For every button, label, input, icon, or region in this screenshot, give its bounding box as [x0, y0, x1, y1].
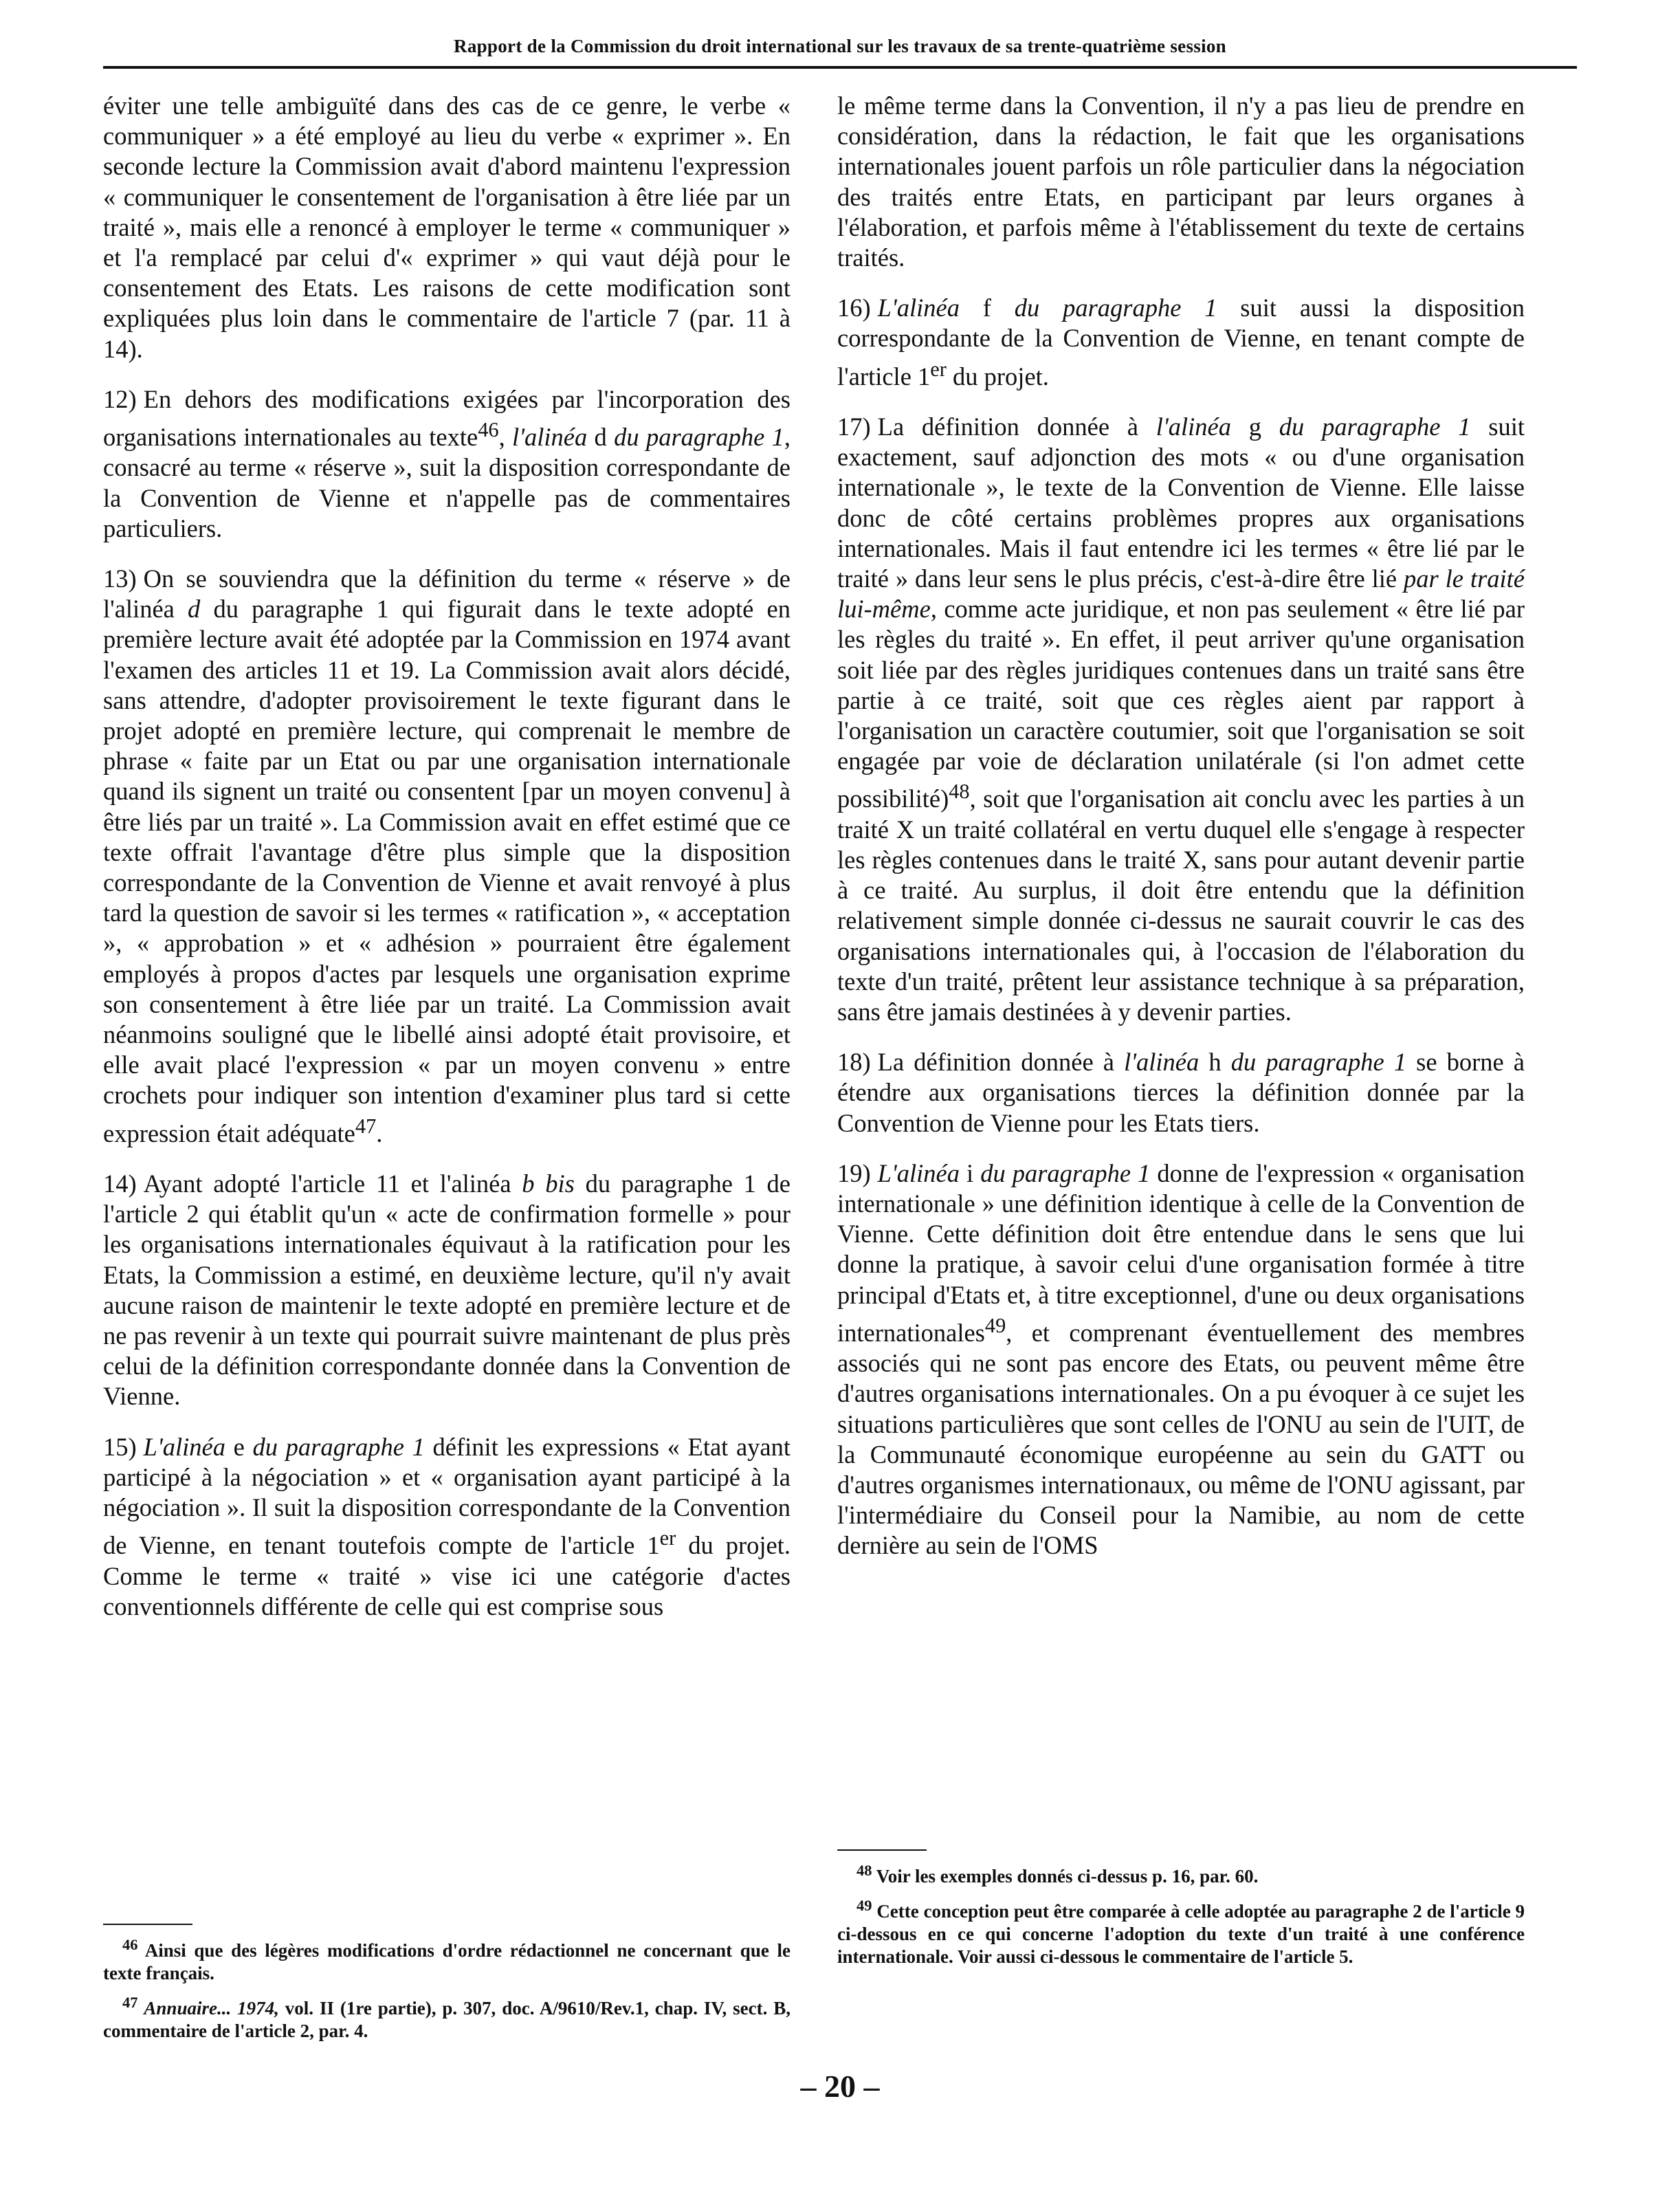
text: En dehors des modifications exigées par l'incorporation des organisations internationales au texte	[103, 384, 791, 452]
paragraph-number: 13)	[103, 564, 137, 593]
italic-text: du paragraphe 1	[980, 1158, 1151, 1187]
text: suit aussi la disposition correspondante de la Convention de Vienne, en tenant compte de l'article 1	[837, 294, 1525, 390]
footnote-49	[837, 1894, 1525, 1968]
paragraph-15	[103, 1432, 791, 1622]
text: d	[587, 423, 615, 452]
footnote-text: Cette conception peut être comparée à celle adoptée au paragraphe 2 de l'article 9 ci-dessous en ce qui concerne l'adoption du texte d'un traité à une conférence internationale. Voir aussi ci-dessous le commentaire de l'article 5.	[837, 1901, 1525, 1967]
paragraph-13	[103, 564, 791, 1149]
italic-text: d	[188, 595, 201, 624]
text: Ayant adopté l'article 11 et l'alinéa	[143, 1169, 522, 1198]
footnote-text: Ainsi que des légères modifications d'ordre rédactionnel ne concernant que le texte français.	[103, 1940, 791, 1983]
paragraph-number: 16)	[837, 294, 871, 322]
text: , comme acte juridique, et non pas seulement « être lié par les règles du traité ». En effet, il peut arriver qu'une organisation soit liée par des règles juridiques contenues dans un traité sans être partie à ce traité, soit que ces règles aient par rapport à l'organisation un caractère coutumier, soit que l'organisation se soit engagée par voie de déclaration unilatérale (si l'on admet cette possibilité)	[837, 595, 1525, 813]
text: du projet. Comme le terme « traité » vise ici une catégorie d'actes conventionnels différente de celle qui est comprise sous	[103, 1531, 791, 1620]
paragraph-12	[103, 384, 791, 544]
paragraph-17	[837, 412, 1525, 1027]
left-column	[103, 91, 791, 1642]
footnote-rule	[837, 1849, 927, 1851]
paragraph-number: 17)	[837, 412, 871, 441]
right-column	[837, 91, 1525, 1581]
footnote-text: Voir les exemples donnés ci-dessus p. 16, par. 60.	[876, 1866, 1259, 1886]
text: donne de l'expression « organisation internationale » une définition identique à celle de la Convention de Vienne. Cette définition doit être entendue dans le sens que lui donne la pratique, à savoir celui d'une organisation formée à titre principal d'Etats et, à titre exceptionnel, d'une ou deux organisations internationales	[837, 1158, 1525, 1347]
text: ,	[498, 423, 513, 452]
text: .	[376, 1119, 383, 1147]
footnote-ref[interactable]: 48	[949, 780, 970, 804]
text: h	[1199, 1048, 1231, 1077]
italic-text: du paragraphe 1	[1279, 412, 1471, 441]
text: f	[960, 294, 1015, 322]
footnote-ref[interactable]: 46	[478, 418, 499, 442]
paragraph-number: 19)	[837, 1158, 871, 1187]
paragraph-number: 14)	[103, 1169, 137, 1198]
paragraph-19	[837, 1158, 1525, 1561]
page-number: – 20 –	[800, 2069, 880, 2104]
paragraph-16	[837, 293, 1525, 392]
italic-text: l'alinéa	[1156, 412, 1231, 441]
text: , consacré au terme « réserve », suit la disposition correspondante de la Convention de Vienne et n'appelle pas de commentaires particuliers.	[103, 423, 791, 542]
footnote-46	[103, 1933, 791, 1985]
text: La définition donnée à	[877, 412, 1156, 441]
text: du projet.	[946, 362, 1049, 390]
paragraph-number: 18)	[837, 1048, 871, 1077]
paragraph-14	[103, 1169, 791, 1412]
text: e	[225, 1432, 253, 1461]
italic-text: l'alinéa	[1124, 1048, 1200, 1077]
text: g	[1230, 412, 1279, 441]
footnotes-left	[103, 1933, 791, 2049]
paragraph-continued: le même terme dans la Convention, il n'y a pas lieu de prendre en considération, dans la rédaction, le fait que les organisations internationales jouent parfois un rôle particulier dans la négociation des traités entre Etats, en participant par leurs organes à l'élaboration, et parfois même à l'établissement du texte de certains traités.	[837, 91, 1525, 272]
footnote-text: vol. II (1re partie), p. 307, doc. A/9610/Rev.1, chap. IV, sect. B, commentaire de l'article 2, par. 4.	[103, 1998, 791, 2041]
italic-text: L'alinéa	[877, 1158, 960, 1187]
footnote-mark: 47	[122, 1994, 138, 2011]
italic-text: par le traité lui-même	[837, 564, 1525, 624]
footnote-mark: 48	[856, 1862, 872, 1879]
italic-text: du paragraphe 1	[1230, 1048, 1407, 1077]
running-head: Rapport de la Commission du droit international sur les travaux de sa trente-quatrième session	[454, 36, 1226, 56]
text: i	[960, 1158, 981, 1187]
footnote-ref[interactable]: 49	[984, 1313, 1006, 1337]
text: , et comprenant éventuellement des membres associés qui ne sont pas encore des Etats, ou peuvent même être d'autres organisations internationales. On a pu évoquer à ce sujet les situations particulières que sont celles de l'ONU au sein de l'UIT, de la Communauté économique européenne au sein du GATT ou d'autres organismes internationaux, ou même de l'ONU agissant, par l'intermédiaire du Conseil pour la Namibie, au nom de cette dernière au sein de l'OMS	[837, 1318, 1525, 1560]
paragraph-18	[837, 1047, 1525, 1138]
text: , soit que l'organisation ait conclu avec les parties à un traité X un traité collatéral en vertu duquel elle s'engage à respecter les règles contenues dans le traité X, sans pour autant devenir partie à ce traité. Au surplus, il doit être entendu que la définition relativement simple donnée ci-dessus ne saurait couvrir le cas des organisations internationales qui, à l'occasion de l'élaboration du texte d'un traité, prêtent leur assistance technique à sa préparation, sans être jamais destinées à y devenir parties.	[837, 784, 1525, 1026]
italic-text: L'alinéa	[143, 1432, 225, 1461]
italic-text: du paragraphe 1	[1014, 294, 1217, 322]
italic-text: du paragraphe 1	[252, 1432, 425, 1461]
footnote-mark: 49	[856, 1897, 872, 1914]
text: du paragraphe 1 qui figurait dans le texte adopté en première lecture avait été adoptée par la Commission en 1974 avant l'examen des articles 11 et 19. La Commission avait alors décidé, sans attendre, d'adopter provisoirement le texte figurant dans le projet adopté en première lecture, qui comprenait le membre de phrase « faite par un Etat ou par une organisation internationale quand ils signent un traité ou consentent [par un moyen convenu] à être liés par un traité ». La Commission avait en effet estimé que ce texte offrait l'avantage d'être plus simple que la disposition correspondante de la Convention de Vienne et avait renvoyé à plus tard la question de savoir si les termes « ratification », « acceptation », « approbation » et « adhésion » pourraient être également employés à propos d'actes par lesquels une organisation exprime son consentement à être liée par un traité. La Commission avait néanmoins souligné que le libellé ainsi adopté était provisoire, et elle avait placé l'expression « par un moyen convenu » entre crochets pour indiquer son intention d'examiner plus tard si cette expression était adéquate	[103, 595, 791, 1147]
italic-text: b bis	[522, 1169, 575, 1198]
footnote-rule	[103, 1924, 192, 1925]
footnote-ref[interactable]: 47	[355, 1114, 377, 1138]
header-rule	[103, 66, 1577, 69]
paragraph-number: 12)	[103, 384, 137, 413]
italic-text: L'alinéa	[877, 294, 960, 322]
text: La définition donnée à	[877, 1048, 1125, 1077]
paragraph-number: 15)	[103, 1432, 137, 1461]
footnote-mark: 46	[122, 1936, 138, 1953]
footnote-47	[103, 1991, 791, 2043]
text: du paragraphe 1 de l'article 2 qui établit qu'un « acte de confirmation formelle » pour les organisations internationales équivaut à la ratification pour les Etats, la Commission a estimé, en deuxième lecture, qu'il n'y avait aucune raison de maintenir le texte adopté en première lecture et de ne pas revenir à un texte qui pourrait suivre maintenant de plus près celui de la définition correspondante donnée dans la Convention de Vienne.	[103, 1169, 791, 1411]
italic-text: du paragraphe 1	[614, 423, 784, 452]
italic-text: l'alinéa	[512, 423, 588, 452]
superscript: er	[930, 357, 947, 381]
footnote-48	[837, 1859, 1525, 1888]
text: se borne à étendre aux organisations tierces la définition donnée par la Convention de Vienne pour les Etats tiers.	[837, 1048, 1525, 1137]
text: suit exactement, sauf adjonction des mots « ou d'une organisation internationale », le texte de la Convention de Vienne. Elle laisse donc de côté certains problèmes propres aux organisations internationales. Mais il faut entendre ici les termes « être lié par le traité » dans leur sens le plus précis, c'est-à-dire être lié	[837, 412, 1525, 593]
text: définit les expressions « Etat ayant participé à la négociation » et « organisation ayant participé à la négociation ». Il suit la disposition correspondante de la Convention de Vienne, en tenant toutefois compte de l'article 1	[103, 1432, 791, 1560]
footnotes-right	[837, 1859, 1525, 1974]
superscript: er	[659, 1526, 676, 1550]
footnote-italic-text: Annuaire... 1974,	[144, 1998, 279, 2018]
paragraph-continued: éviter une telle ambiguïté dans des cas de ce genre, le verbe « communiquer » a été employé au lieu du verbe « exprimer ». En seconde lecture la Commission avait d'abord maintenu l'expression « communiquer le consentement de l'organisation à être liée par un traité », mais elle a renoncé à employer le terme « communiquer » et l'a remplacé par celui d'« exprimer » qui vaut déjà pour le consentement des Etats. Les raisons de cette modification sont expliquées plus loin dans le commentaire de l'article 7 (par. 11 à 14).	[103, 91, 791, 363]
text: On se souviendra que la définition du terme « réserve » de l'alinéa	[103, 564, 791, 624]
